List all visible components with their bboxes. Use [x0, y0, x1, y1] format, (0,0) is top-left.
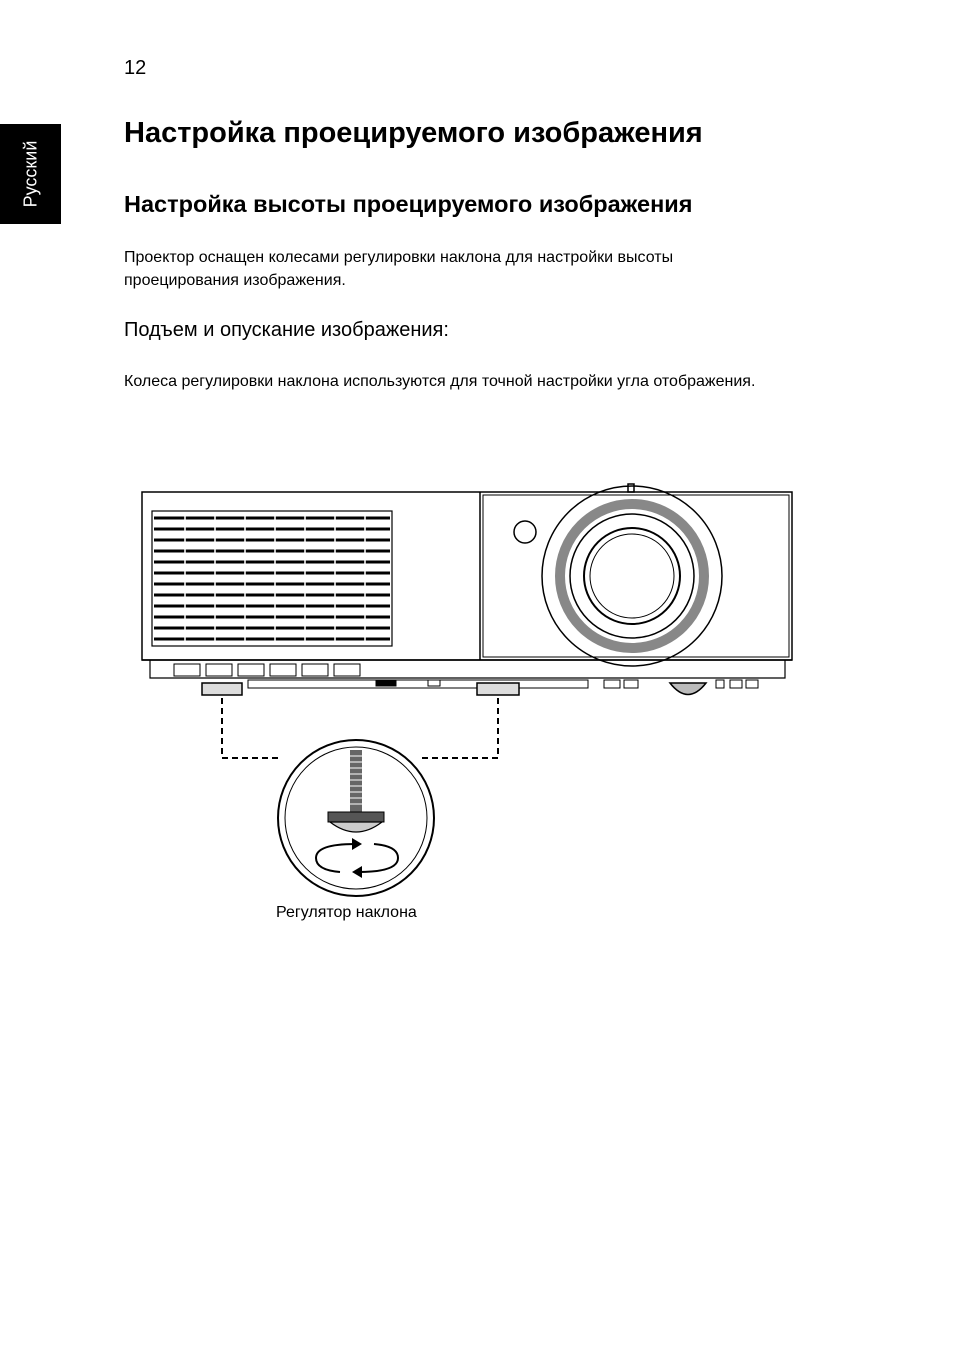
projector-figure [130, 478, 810, 898]
intro-paragraph: Проектор оснащен колесами регулировки наклона для настройки высоты проецирования изображения. [124, 249, 674, 289]
language-tab-label: Русский [20, 140, 40, 208]
section-title: Настройка высоты проецируемого изображения [124, 191, 693, 217]
body-paragraph: Колеса регулировки наклона используются для точной настройки угла отображения. [124, 373, 756, 390]
projector-front-illustration [142, 484, 792, 695]
subsection-heading: Подъем и опускание изображения: [124, 319, 449, 341]
page-title: Настройка проецируемого изображения [124, 117, 703, 149]
figure-caption: Регулятор наклона [276, 904, 417, 921]
language-tab [0, 124, 61, 224]
vent-grille [152, 511, 392, 646]
page-number: 12 [124, 57, 147, 79]
